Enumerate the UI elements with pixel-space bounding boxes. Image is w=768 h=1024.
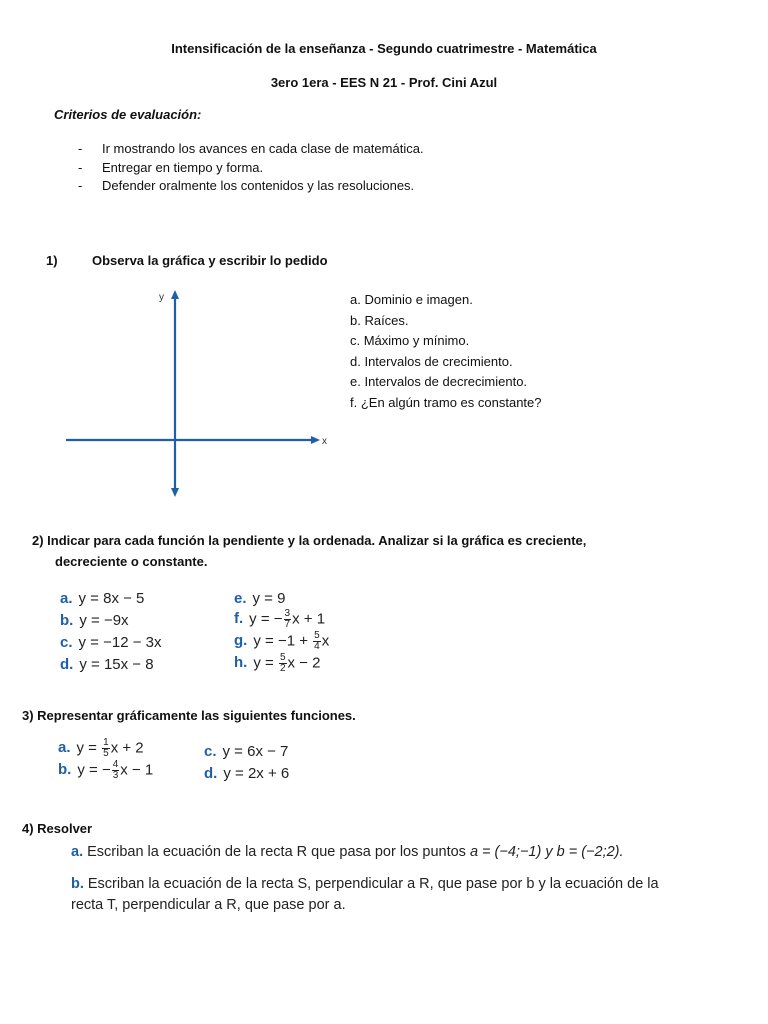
y-axis-label: y — [159, 292, 164, 303]
criteria-item-text: Ir mostrando los avances en cada clase de matemática. — [102, 141, 424, 156]
q3-heading: 3) Representar gráficamente las siguientes funciones. — [22, 708, 356, 723]
fraction: $\frac{5}{2}$ — [279, 652, 286, 674]
x-axis-arrow-icon — [311, 436, 320, 444]
q2-heading-line2: decreciente o constante. — [55, 554, 208, 569]
q4-item-a: a. Escriban la ecuación de la recta R que pasa por los puntos a = (−4;−1) y b = (−2;2). — [71, 844, 624, 860]
criteria-list: - Ir mostrando los avances en cada clase de matemática. - Entregar en tiempo y forma. - Defender oralmente los contenidos y las resoluciones. — [78, 141, 424, 193]
document-title: Intensificación de la enseñanza - Segundo cuatrimestre - Matemática — [171, 41, 597, 56]
q1-heading: Observa la gráfica y escribir lo pedido — [92, 253, 328, 268]
q1-number: 1) — [46, 253, 58, 268]
y-axis-arrow-down-icon — [171, 488, 179, 497]
x-axis-label: x — [322, 436, 327, 447]
criteria-item-text: Defender oralmente los contenidos y las resoluciones. — [102, 178, 415, 193]
fraction: $\frac{3}{7}$ — [284, 608, 291, 630]
q1-task-item: f. ¿En algún tramo es constante? — [350, 394, 542, 410]
q1-task-item: a. Dominio e imagen. — [350, 292, 473, 307]
q2-item-a: a. y = 8x − 5 — [60, 590, 145, 607]
q3-item-d: d. y = 2x + 6 — [204, 765, 290, 782]
q2-item-c: c. y = −12 − 3x — [60, 634, 162, 651]
q2-heading-line1: 2) Indicar para cada función la pendiente y la ordenada. Analizar si la gráfica es creciente, — [32, 533, 587, 548]
q1-task-item: d. Intervalos de crecimiento. — [350, 353, 513, 369]
q1-task-item: c. Máximo y mínimo. — [350, 333, 470, 348]
q4-heading: 4) Resolver — [22, 821, 93, 836]
q3-item-b: b. y = − $\frac{4}{3}$ x − 1 — [58, 759, 154, 781]
fraction: $\frac{4}{3}$ — [112, 759, 119, 781]
q3-item-a: a. y = $\frac{1}{5}$ x + 2 — [58, 737, 144, 759]
y-axis-arrow-icon — [171, 290, 179, 299]
q3-item-c: c. y = 6x − 7 — [204, 743, 289, 760]
fraction: $\frac{1}{5}$ — [103, 737, 109, 759]
fraction: $\frac{5}{4}$ — [314, 630, 320, 652]
q2-item-h: h. y = $\frac{5}{2}$ x − 2 — [234, 652, 321, 674]
q2-item-d: d. y = 15x − 8 — [60, 656, 154, 673]
q2-item-b: b. y = −9x — [60, 612, 129, 629]
criteria-item-text: Entregar en tiempo y forma. — [102, 160, 264, 175]
document-subtitle: 3ero 1era - EES N 21 - Prof. Cini Azul — [270, 75, 498, 90]
q1-task-item: e. Intervalos de decrecimiento. — [350, 374, 528, 389]
q1-task-item: b. Raíces. — [350, 312, 409, 328]
q1-task-list — [350, 290, 542, 413]
function-graph — [58, 284, 338, 500]
criteria-heading: Criterios de evaluación: — [54, 107, 202, 122]
q4-item-b: b. Escriban la ecuación de la recta S, perpendicular a R, que pase por b y la ecuación de la recta T, perpendicular a R, que pase por a. — [71, 876, 659, 913]
q2-item-f: f. y = − $\frac{3}{7}$ x + 1 — [234, 608, 326, 630]
q2-item-e: e. y = 9 — [234, 590, 286, 607]
q2-item-g: g. y = −1 + $\frac{5}{4}$ x — [234, 630, 330, 652]
chart-axes-group — [66, 290, 327, 497]
